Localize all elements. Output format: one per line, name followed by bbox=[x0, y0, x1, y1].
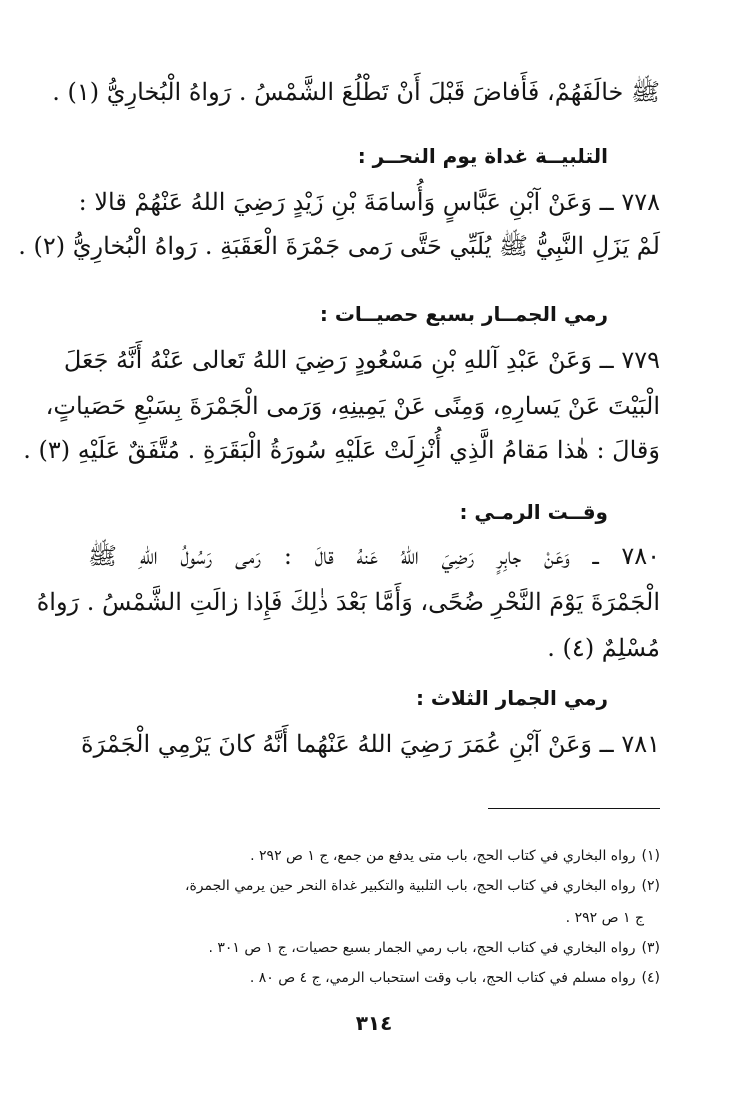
hadith-778-line-2: لَمْ يَزَلِ النَّبِيُّ ﷺ يُلَبِّي حَتَّى رَمى جَمْرَةَ الْعَقَبَةِ . رَواهُ الْبُخارِيُّ (٢) . bbox=[18, 232, 660, 260]
footnote-4 bbox=[88, 964, 660, 992]
hadith-779-line-3: وَقالَ : هٰذا مَقامُ الَّذِي أُنْزِلَتْ عَلَيْهِ سُورَةُ الْبَقَرَةِ . مُتَّفَقٌ عَلَيْهِ (٣) . bbox=[23, 436, 660, 464]
footnote-text: رواه البخاري في كتاب الحج، باب رمي الجمار بسبع حصيات، ج ١ ص ٣٠١ . bbox=[208, 940, 636, 956]
footnote-number: (٢) bbox=[641, 878, 660, 894]
footnote-number: (٣) bbox=[641, 940, 660, 956]
footnote-number: (٤) bbox=[641, 970, 660, 986]
section-heading-seven-pebbles: رمي الجمــار بسبع حصيــات : bbox=[319, 302, 608, 326]
text-line-1: ﷺ خالَفَهُمْ، فَأَفاضَ قَبْلَ أَنْ تَطْلُعَ الشَّمْسُ . رَواهُ الْبُخارِيُّ (١) . bbox=[52, 78, 660, 106]
hadith-779-line-1: ٧٧٩ ــ وَعَنْ عَبْدِ آللهِ بْنِ مَسْعُودٍ رَضِيَ اللهُ تَعالى عَنْهُ أَنَّهُ جَعَلَ bbox=[63, 346, 660, 374]
hadith-778-line-1: ٧٧٨ ــ وَعَنْ آبْنِ عَبَّاسٍ وَأُسامَةَ بْنِ زَيْدٍ رَضِيَ اللهُ عَنْهُمْ قالا : bbox=[78, 188, 660, 216]
hadith-780-line-2: الْجَمْرَةَ يَوْمَ النَّحْرِ ضُحًى، وَأَمَّا بَعْدَ ذٰلِكَ فَإِذا زالَتِ الشَّمْسُ . رَواهُ bbox=[36, 588, 660, 616]
hadith-781-line-1: ٧٨١ ــ وَعَنْ آبْنِ عُمَرَ رَضِيَ اللهُ عَنْهُما أَنَّهُ كانَ يَرْمِي الْجَمْرَةَ bbox=[81, 730, 660, 758]
section-heading-three-jamarat: رمي الجمار الثلاث : bbox=[415, 686, 608, 710]
footnote-text: رواه البخاري في كتاب الحج، باب التلبية والتكبير غداة النحر حين يرمي الجمرة، bbox=[184, 878, 636, 894]
hadith-780-line-1: ٧٨٠ ــ وَعَنْ جابِرٍ رَضِيَ اللهُ عَنهُ قالَ : رَمى رَسُولُ اللهِ ﷺ bbox=[88, 542, 660, 570]
hadith-780-line-3: مُسْلِمٌ (٤) . bbox=[547, 634, 660, 662]
footnote-1 bbox=[88, 842, 660, 870]
footnote-text: ج ١ ص ٢٩٢ . bbox=[565, 910, 644, 926]
page-number: ٣١٤ bbox=[355, 1011, 393, 1035]
footnote-2-continuation bbox=[88, 904, 644, 932]
footnote-text: رواه البخاري في كتاب الحج، باب متى يدفع من جمع، ج ١ ص ٢٩٢ . bbox=[250, 848, 636, 864]
footnote-separator bbox=[488, 808, 660, 809]
footnote-2 bbox=[88, 872, 660, 900]
section-heading-talbiya: التلبيــة غداة يوم النحــر : bbox=[357, 144, 608, 168]
footnote-text: رواه مسلم في كتاب الحج، باب وقت استحباب الرمي، ج ٤ ص ٨٠ . bbox=[249, 970, 636, 986]
footnote-3 bbox=[88, 934, 660, 962]
footnote-number: (١) bbox=[641, 848, 660, 864]
hadith-779-line-2: الْبَيْتَ عَنْ يَسارِهِ، وَمِنًى عَنْ يَمِينِهِ، وَرَمى الْجَمْرَةَ بِسَبْعِ حَصَياتٍ، bbox=[45, 392, 660, 420]
section-heading-time: وقــت الرمـي : bbox=[459, 500, 608, 524]
